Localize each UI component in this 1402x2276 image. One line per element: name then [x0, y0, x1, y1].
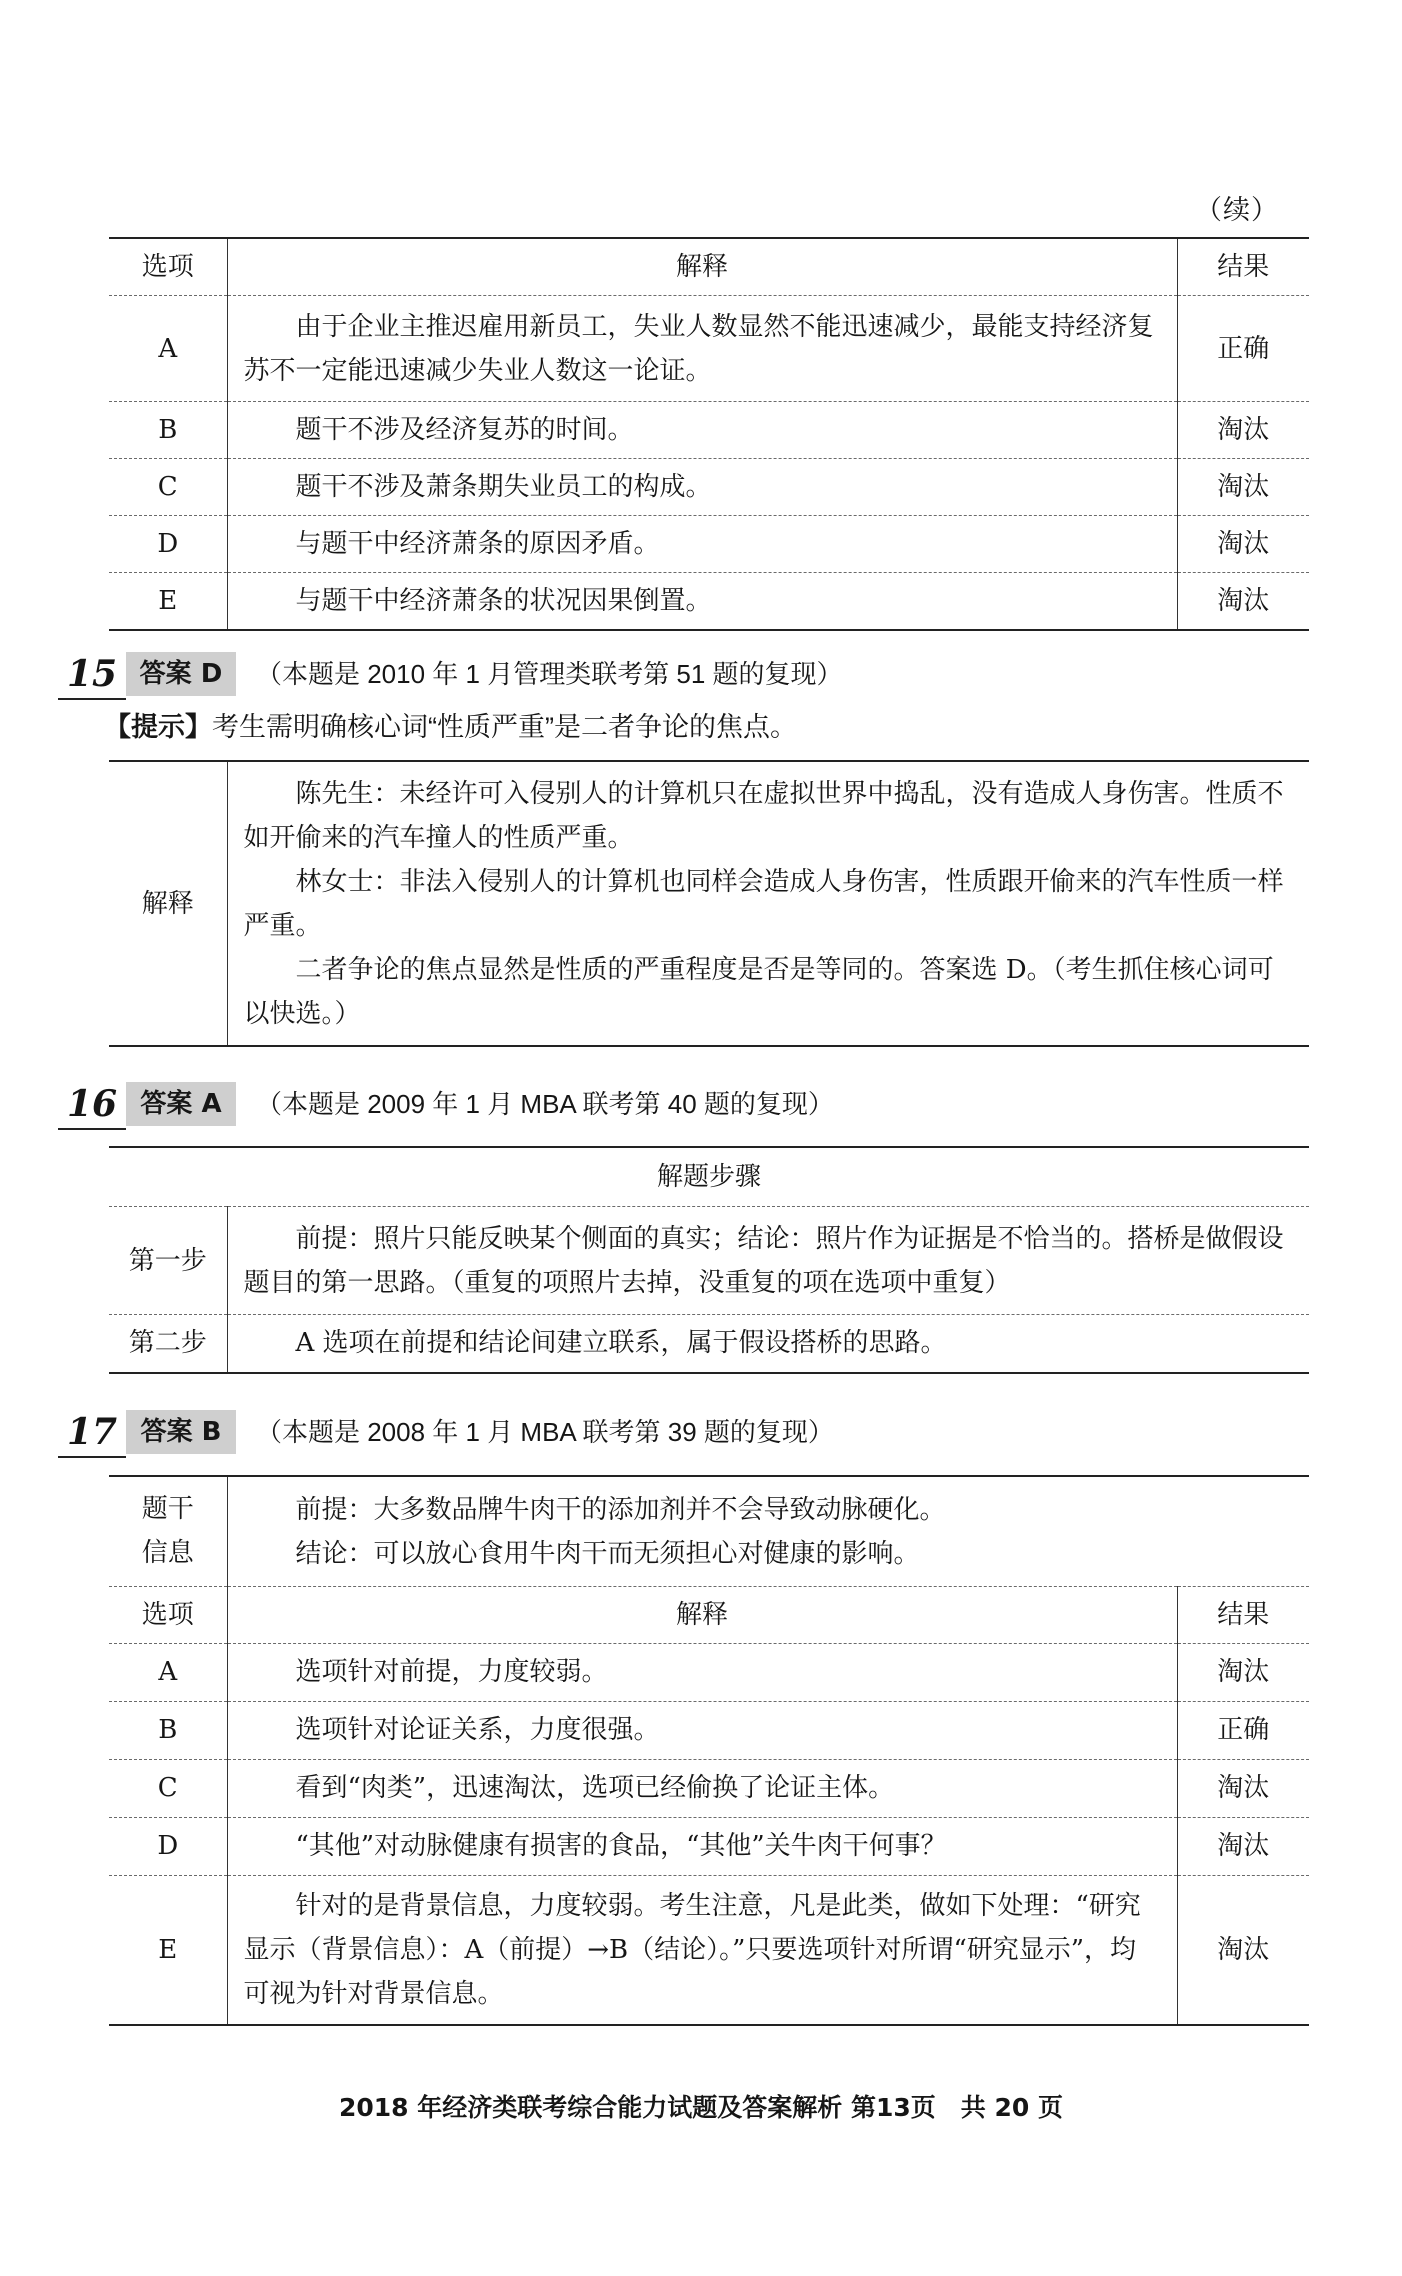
question-number: 17 [58, 1408, 126, 1458]
header-explanation: 解释 [227, 1586, 1177, 1643]
option-cell: E [109, 1875, 227, 2025]
option-cell: D [109, 516, 227, 573]
header-result: 结果 [1177, 238, 1309, 296]
question-number: 15 [58, 650, 126, 700]
header-result: 结果 [1177, 1586, 1309, 1643]
table-row [109, 761, 1309, 1046]
option-cell: C [109, 459, 227, 516]
info-cell [227, 1476, 1309, 1586]
answer-badge: 答案 A [126, 1082, 236, 1126]
option-cell: B [109, 402, 227, 459]
explanation-cell: 看到“肉类”，迅速淘汰，选项已经偷换了论证主体。 [227, 1759, 1177, 1817]
header-option: 选项 [109, 238, 227, 296]
conclusion: 结论：可以放心食用牛肉干而无须担心对健康的影响。 [295, 1538, 920, 1569]
question-source: （本题是 2010 年 1 月管理类联考第 51 题的复现） [256, 659, 843, 689]
explanation-cell: “其他”对动脉健康有损害的食品，“其他”关牛肉干何事？ [227, 1817, 1177, 1875]
table-row [109, 459, 1309, 516]
premise: 前提：大多数品牌牛肉干的添加剂并不会导致动脉硬化。 [295, 1494, 946, 1525]
result-cell: 淘汰 [1177, 1875, 1309, 2025]
table-header-row [109, 1586, 1309, 1643]
q17-heading [58, 1408, 1310, 1458]
tip-label: 【提示】 [104, 712, 212, 743]
step-text: 前提：照片只能反映某个侧面的真实；结论：照片作为证据是不恰当的。搭桥是做假设题目的第一思路。（重复的项照片去掉，没重复的项在选项中重复） [227, 1207, 1309, 1315]
explanation-cell: 选项针对论证关系，力度很强。 [227, 1701, 1177, 1759]
option-cell: D [109, 1817, 227, 1875]
question-source: （本题是 2009 年 1 月 MBA 联考第 40 题的复现） [256, 1089, 834, 1119]
step-text: A 选项在前提和结论间建立联系，属于假设搭桥的思路。 [227, 1315, 1309, 1373]
table-row [109, 1701, 1309, 1759]
q14-table [109, 237, 1309, 631]
explanation-cell [227, 761, 1309, 1046]
explanation-cell: 由于企业主推迟雇用新员工，失业人数显然不能迅速减少，最能支持经济复苏不一定能迅速减少失业人数这一论证。 [227, 296, 1177, 402]
explanation-cell: 针对的是背景信息，力度较弱。考生注意，凡是此类，做如下处理：“研究显示（背景信息）：A（前提）→B（结论）。”只要选项针对所谓“研究显示”，均可视为针对背景信息。 [227, 1875, 1177, 2025]
q15-table [109, 760, 1309, 1047]
q16-table [109, 1146, 1309, 1374]
info-row [109, 1476, 1309, 1586]
explanation-cell: 与题干中经济萧条的原因矛盾。 [227, 516, 1177, 573]
result-cell: 正确 [1177, 296, 1309, 402]
explanation-cell: 选项针对前提，力度较弱。 [227, 1643, 1177, 1701]
table-row [109, 1759, 1309, 1817]
continued-label: （续） [1195, 195, 1279, 226]
result-cell: 淘汰 [1177, 1759, 1309, 1817]
q15-heading [58, 650, 1310, 700]
table-row [109, 296, 1309, 402]
question-source: （本题是 2008 年 1 月 MBA 联考第 39 题的复现） [256, 1417, 834, 1447]
table-row [109, 1315, 1309, 1373]
info-label [109, 1476, 227, 1586]
header-explanation: 解释 [227, 238, 1177, 296]
paragraph: 陈先生：未经许可入侵别人的计算机只在虚拟世界中捣乱，没有造成人身伤害。性质不如开偷来的汽车撞人的性质严重。 [243, 778, 1284, 853]
answer-badge: 答案 B [126, 1410, 236, 1454]
info-label-line: 信息 [141, 1538, 194, 1569]
table-row [109, 1207, 1309, 1315]
step-label: 第二步 [109, 1315, 227, 1373]
info-label-line: 题干 [141, 1494, 194, 1525]
result-cell: 淘汰 [1177, 1817, 1309, 1875]
result-cell: 淘汰 [1177, 1643, 1309, 1701]
table-header-row [109, 238, 1309, 296]
result-cell: 淘汰 [1177, 402, 1309, 459]
q17-table [109, 1475, 1309, 2026]
question-number: 16 [58, 1080, 126, 1130]
result-cell: 正确 [1177, 1701, 1309, 1759]
explanation-cell: 与题干中经济萧条的状况因果倒置。 [227, 573, 1177, 631]
result-cell: 淘汰 [1177, 573, 1309, 631]
step-label: 第一步 [109, 1207, 227, 1315]
tip-text: 考生需明确核心词“性质严重”是二者争论的焦点。 [212, 712, 797, 742]
steps-title: 解题步骤 [109, 1147, 1309, 1207]
table-row [109, 1875, 1309, 2025]
q15-tip [104, 705, 797, 750]
explanation-cell: 题干不涉及萧条期失业员工的构成。 [227, 459, 1177, 516]
page-footer: 2018 年经济类联考综合能力试题及答案解析 第13页 共 20 页 [339, 2093, 1063, 2122]
paragraph: 林女士：非法入侵别人的计算机也同样会造成人身伤害，性质跟开偷来的汽车性质一样严重。 [243, 866, 1284, 941]
option-cell: E [109, 573, 227, 631]
table-row [109, 516, 1309, 573]
table-row [109, 402, 1309, 459]
paragraph: 二者争论的焦点显然是性质的严重程度是否是等同的。答案选 D。（考生抓住核心词可以快选。） [243, 954, 1274, 1029]
option-cell: B [109, 1701, 227, 1759]
option-cell: C [109, 1759, 227, 1817]
q16-heading [58, 1080, 1310, 1130]
table-header-row [109, 1147, 1309, 1207]
result-cell: 淘汰 [1177, 459, 1309, 516]
result-cell: 淘汰 [1177, 516, 1309, 573]
table-row [109, 1817, 1309, 1875]
table-row [109, 1643, 1309, 1701]
answer-badge: 答案 D [126, 652, 236, 696]
option-cell: A [109, 296, 227, 402]
header-option: 选项 [109, 1586, 227, 1643]
explanation-label: 解释 [109, 761, 227, 1046]
table-row [109, 573, 1309, 631]
option-cell: A [109, 1643, 227, 1701]
explanation-cell: 题干不涉及经济复苏的时间。 [227, 402, 1177, 459]
